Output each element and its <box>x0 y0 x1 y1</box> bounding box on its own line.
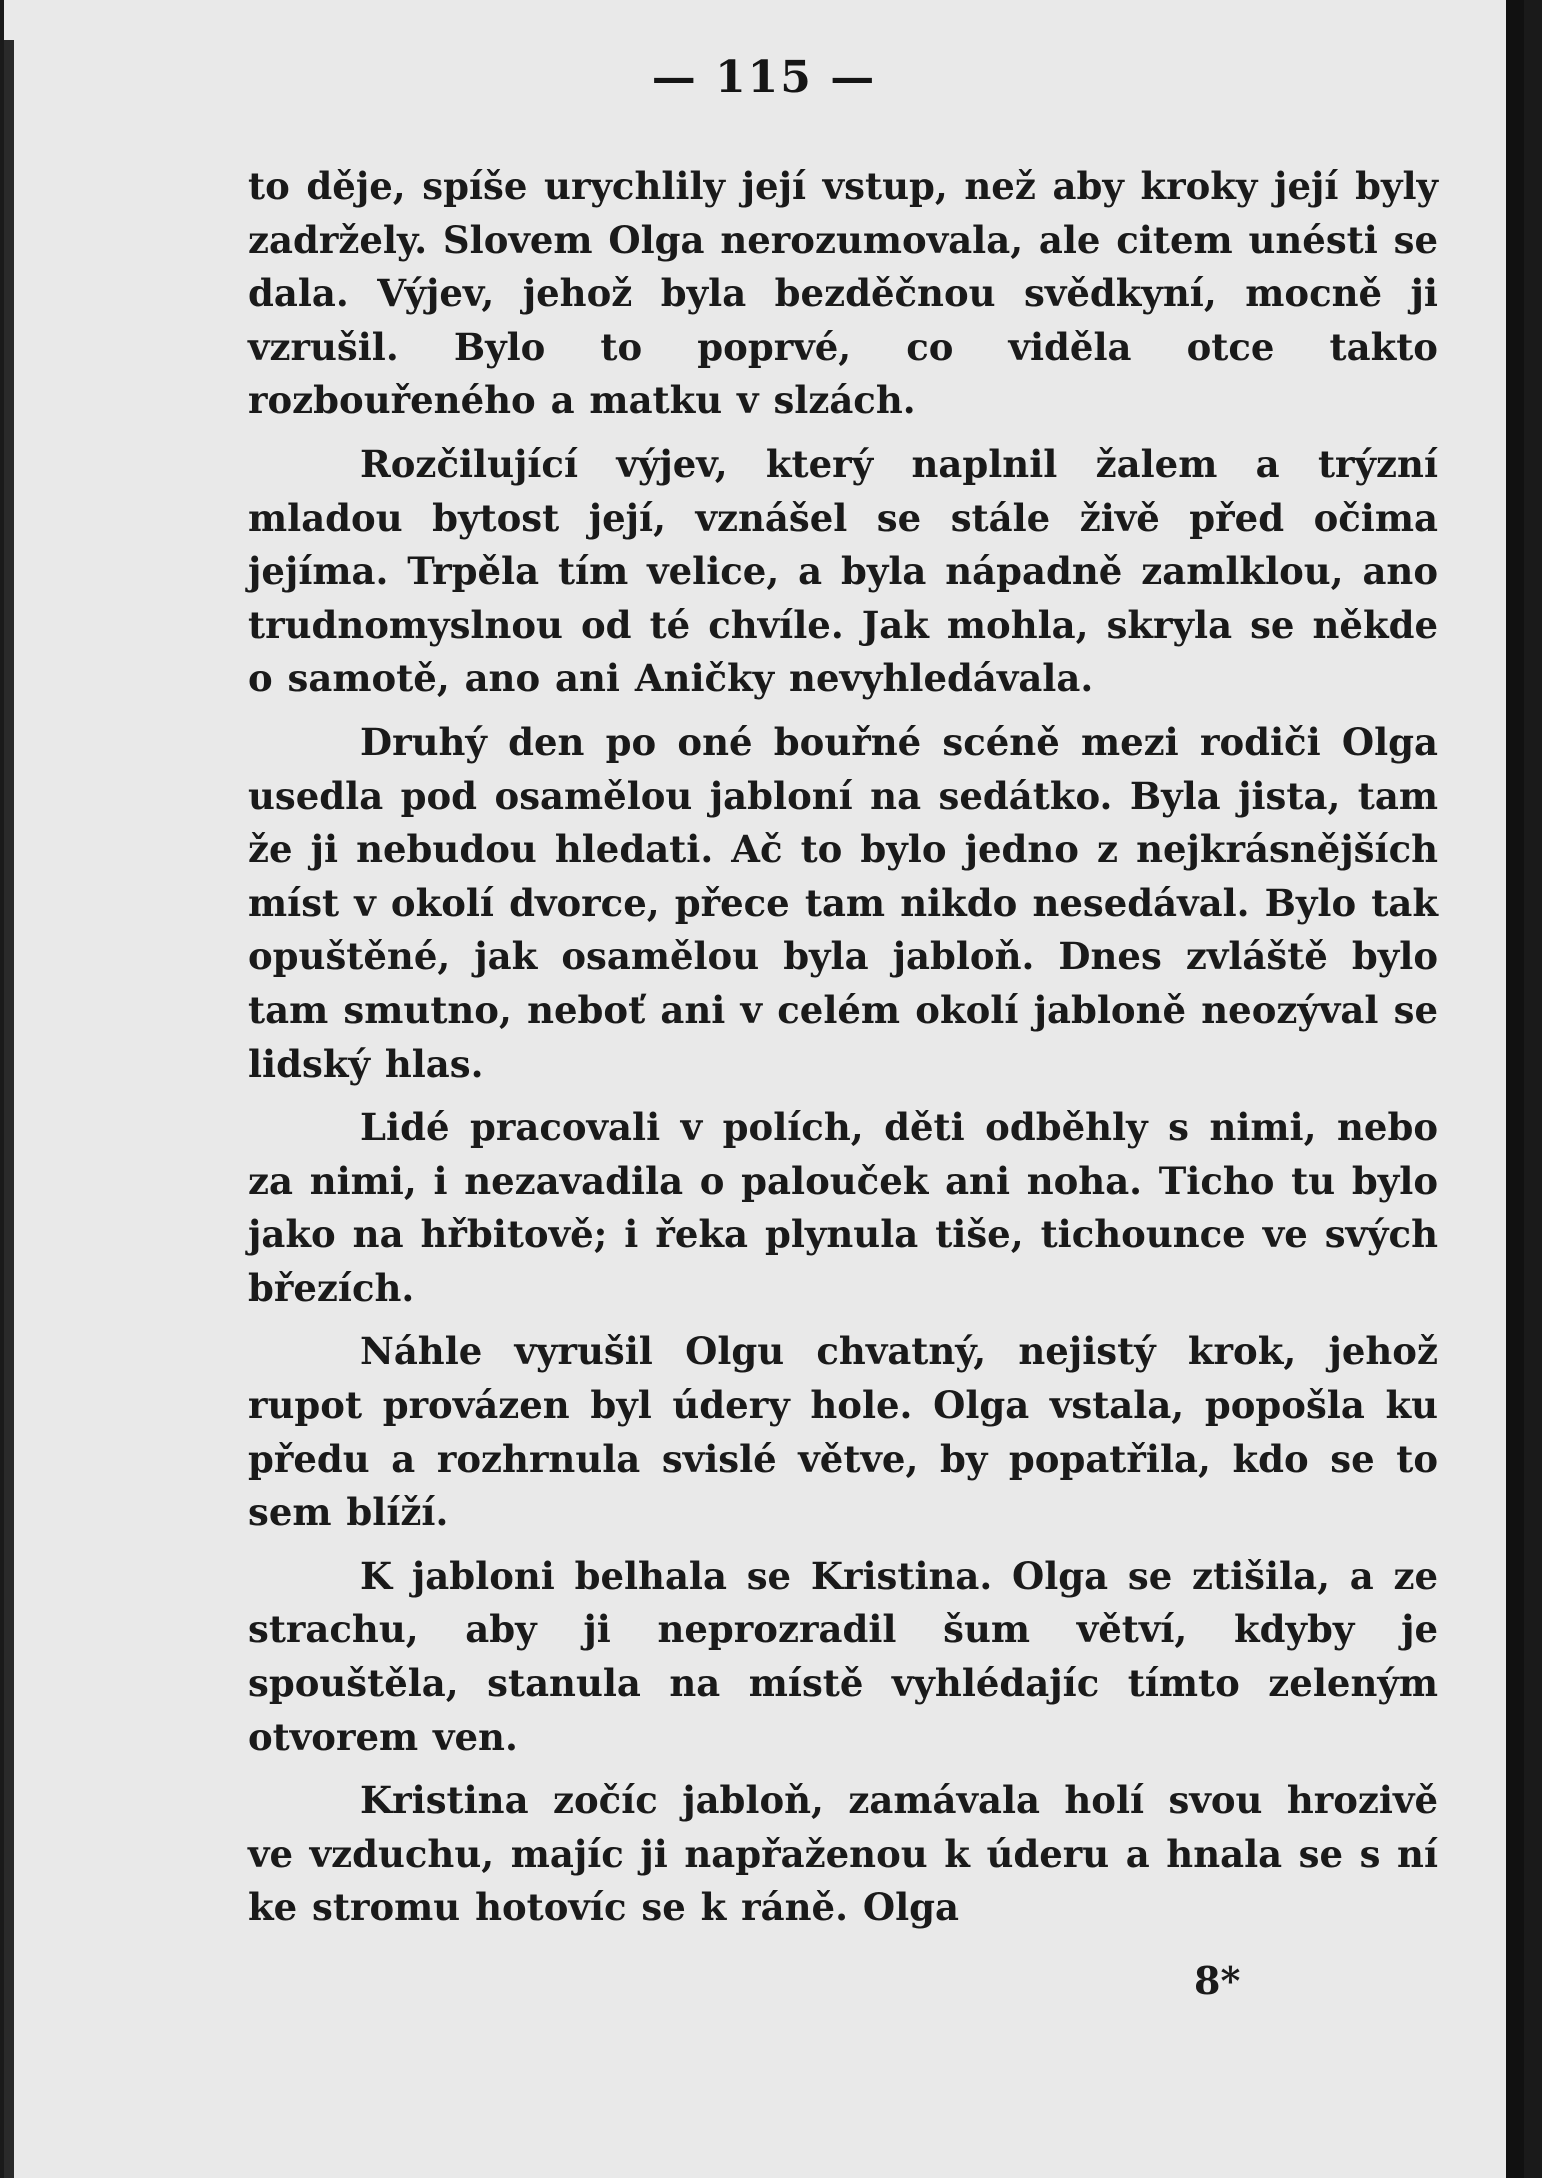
paragraph: to děje, spíše urychlily její vstup, než aby kroky její byly zadržely. Slovem Olga nerozumovala, ale citem unésti se dala. Výjev, jehož byla bezděčnou svědkyní, mocně ji vzrušil. Bylo to poprvé, co viděla otce takto rozbouřeného a matku v slzách. <box>248 164 1438 423</box>
book-page <box>4 0 1524 2178</box>
paragraph: Lidé pracovali v polích, děti odběhly s nimi, nebo za nimi, i nezavadila o palouček ani noha. Ticho tu bylo jako na hřbitově; i řeka plynula tiše, tichounce ve svých březích. <box>248 1105 1438 1310</box>
signature-mark: 8* <box>1194 1958 1241 2003</box>
page-number: — 115 — <box>651 52 877 103</box>
paragraph: Náhle vyrušil Olgu chvatný, nejistý krok, jehož rupot provázen byl údery hole. Olga vstala, popošla ku předu a rozhrnula svislé větve, by popatřila, kdo se to sem blíží. <box>248 1329 1438 1535</box>
paragraph: K jabloni belhala se Kristina. Olga se ztišila, a ze strachu, aby ji neprozradil šum větví, kdyby je spouštěla, stanula na místě vyhlédajíc tímto zeleným otvorem ven. <box>248 1553 1438 1759</box>
paragraph: Rozčilující výjev, který naplnil žalem a trýzní mladou bytost její, vznášel se stále živě před očima jejíma. Trpěla tím velice, a byla nápadně zamlklou, ano trudnomyslnou od té chvíle. Jak mohla, skryla se někde o samotě, ano ani Aničky nevyhledávala. <box>248 441 1438 701</box>
body-text <box>248 160 1438 1945</box>
paragraph: Druhý den po oné bouřné scéně mezi rodiči Olga usedla pod osamělou jabloní na sedátko. Byla jista, tam že ji nebudou hledati. Ač to bylo jedno z nejkrásnějších míst v okolí dvorce, přece tam nikdo nesedával. Bylo tak opuštěné, jak osamělou byla jabloň. Dnes zvláště bylo tam smutno, neboť ani v celém okolí jabloně neozýval se lidský hlas. <box>248 719 1438 1086</box>
page-right-edge <box>1506 0 1524 2178</box>
paragraph: Kristina zočíc jabloň, zamávala holí svou hrozivě ve vzduchu, majíc ji napřaženou k úderu a hnala se s ní ke stromu hotovíc se k ráně. Olga <box>248 1778 1438 1930</box>
page-left-edge <box>4 40 14 2178</box>
